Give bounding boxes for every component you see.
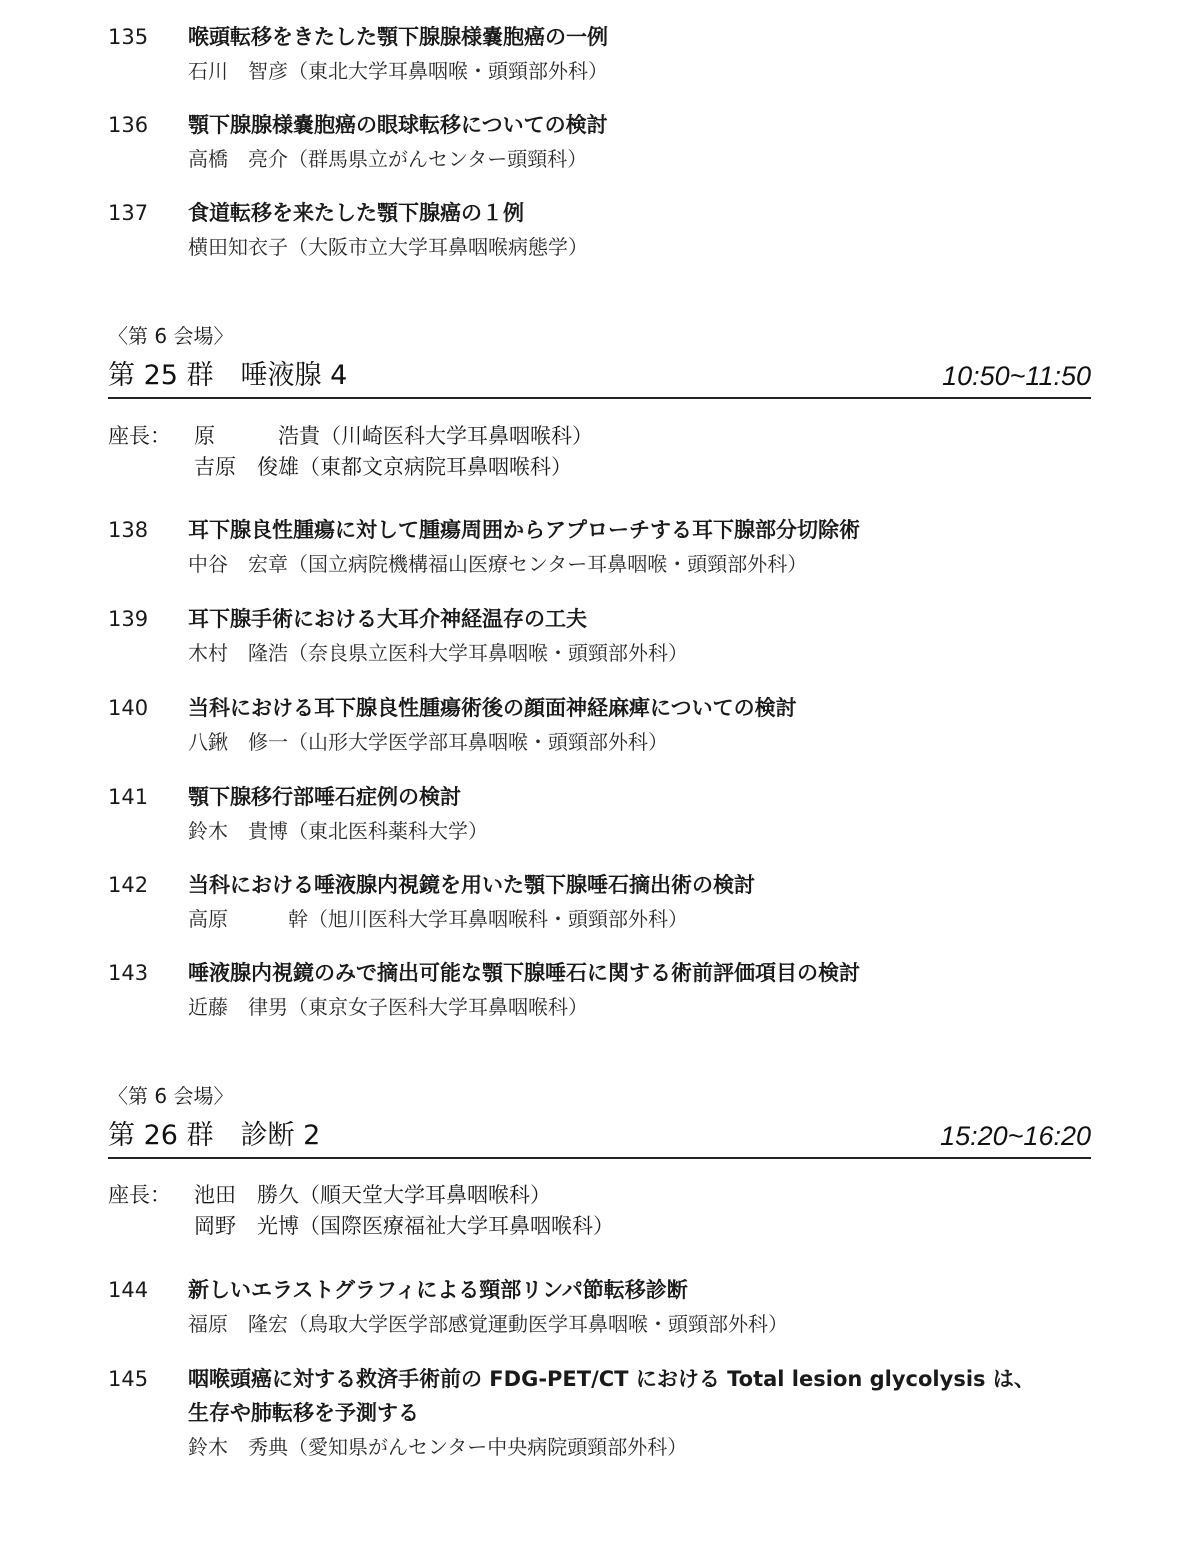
abstract-number: 137 [108,201,149,225]
abstract-author: 福原 隆宏（鳥取大学医学部感覚運動医学耳鼻咽喉・頭頸部外科） [188,1312,788,1336]
abstract-author: 木村 隆浩（奈良県立医科大学耳鼻咽喉・頭頸部外科） [188,641,688,665]
abstract-number: 145 [108,1367,149,1391]
abstract-author: 高原 幹（旭川医科大学耳鼻咽喉科・頭頸部外科） [188,907,688,931]
abstract-title: 耳下腺良性腫瘍に対して腫瘍周囲からアプローチする耳下腺部分切除術 [188,518,860,542]
abstract-title: 咽喉頭癌に対する救済手術前の FDG-PET/CT における Total lesion glycolysis は、 [188,1367,1035,1391]
abstract-number: 140 [108,696,149,720]
chair-name: 池田 勝久（順天堂大学耳鼻咽喉科） [194,1183,551,1207]
abstract-title: 当科における耳下腺良性腫瘍術後の顔面神経麻痺についての検討 [188,696,797,720]
abstract-number: 136 [108,113,149,137]
abstract-entry-138 [108,513,1098,585]
chairs-block [108,1179,1008,1245]
session-header [108,1117,1091,1159]
chair-name: 岡野 光博（国際医療福祉大学耳鼻咽喉科） [194,1214,614,1238]
abstract-number: 144 [108,1278,149,1302]
abstract-number: 141 [108,785,149,809]
abstract-author: 鈴木 秀典（愛知県がんセンター中央病院頭頸部外科） [188,1435,688,1459]
abstract-entry-135 [108,20,1098,92]
abstract-title: 当科における唾液腺内視鏡を用いた顎下腺唾石摘出術の検討 [188,873,755,897]
abstract-author: 中谷 宏章（国立病院機構福山医療センター耳鼻咽喉・頭頸部外科） [188,552,808,576]
abstract-entry-145 [108,1362,1098,1468]
abstract-title: 顎下腺腺様嚢胞癌の眼球転移についての検討 [188,113,608,137]
abstract-author: 高橋 亮介（群馬県立がんセンター頭頸科） [188,147,588,171]
chair-label: 座長： [108,424,171,448]
abstract-number: 135 [108,25,149,49]
abstract-number: 143 [108,961,149,985]
abstract-entry-143 [108,956,1098,1028]
chair-label: 座長： [108,1183,171,1207]
session-time: 10:50~11:50 [942,361,1091,391]
session-time: 15:20~16:20 [940,1121,1091,1151]
abstract-entry-141 [108,780,1098,852]
session-header [108,357,1091,399]
abstract-title: 顎下腺移行部唾石症例の検討 [188,785,461,809]
abstract-entry-136 [108,108,1098,180]
abstract-entry-137 [108,196,1098,268]
abstract-title: 耳下腺手術における大耳介神経温存の工夫 [188,607,587,631]
chairs-block [108,420,1008,486]
chair-name: 吉原 俊雄（東都文京病院耳鼻咽喉科） [194,455,572,479]
abstract-author: 八鍬 修一（山形大学医学部耳鼻咽喉・頭頸部外科） [188,730,668,754]
abstract-author: 鈴木 貴博（東北医科薬科大学） [188,819,488,843]
venue-label: 〈第 6 会場〉 [108,1084,234,1108]
abstract-author: 近藤 律男（東京女子医科大学耳鼻咽喉科） [188,995,588,1019]
abstract-entry-139 [108,602,1098,674]
abstract-title-continued: 生存や肺転移を予測する [188,1401,419,1425]
abstract-author: 石川 智彦（東北大学耳鼻咽喉・頭頸部外科） [188,59,608,83]
session-title: 第 25 群 唾液腺 4 [108,360,348,391]
abstract-title: 喉頭転移をきたした顎下腺腺様嚢胞癌の一例 [188,25,608,49]
abstract-author: 横田知衣子（大阪市立大学耳鼻咽喉病態学） [188,235,588,259]
abstract-entry-142 [108,868,1098,940]
abstract-number: 139 [108,607,149,631]
abstract-number: 142 [108,873,149,897]
abstract-entry-144 [108,1273,1098,1345]
abstract-title: 食道転移を来たした顎下腺癌の１例 [188,201,524,225]
abstract-number: 138 [108,518,149,542]
session-title: 第 26 群 診断 2 [108,1120,321,1151]
abstract-entry-140 [108,691,1098,763]
venue-label: 〈第 6 会場〉 [108,324,234,348]
chair-name: 原 浩貴（川崎医科大学耳鼻咽喉科） [194,424,593,448]
abstract-title: 唾液腺内視鏡のみで摘出可能な顎下腺唾石に関する術前評価項目の検討 [188,961,860,985]
abstract-title: 新しいエラストグラフィによる頸部リンパ節転移診断 [188,1278,688,1302]
